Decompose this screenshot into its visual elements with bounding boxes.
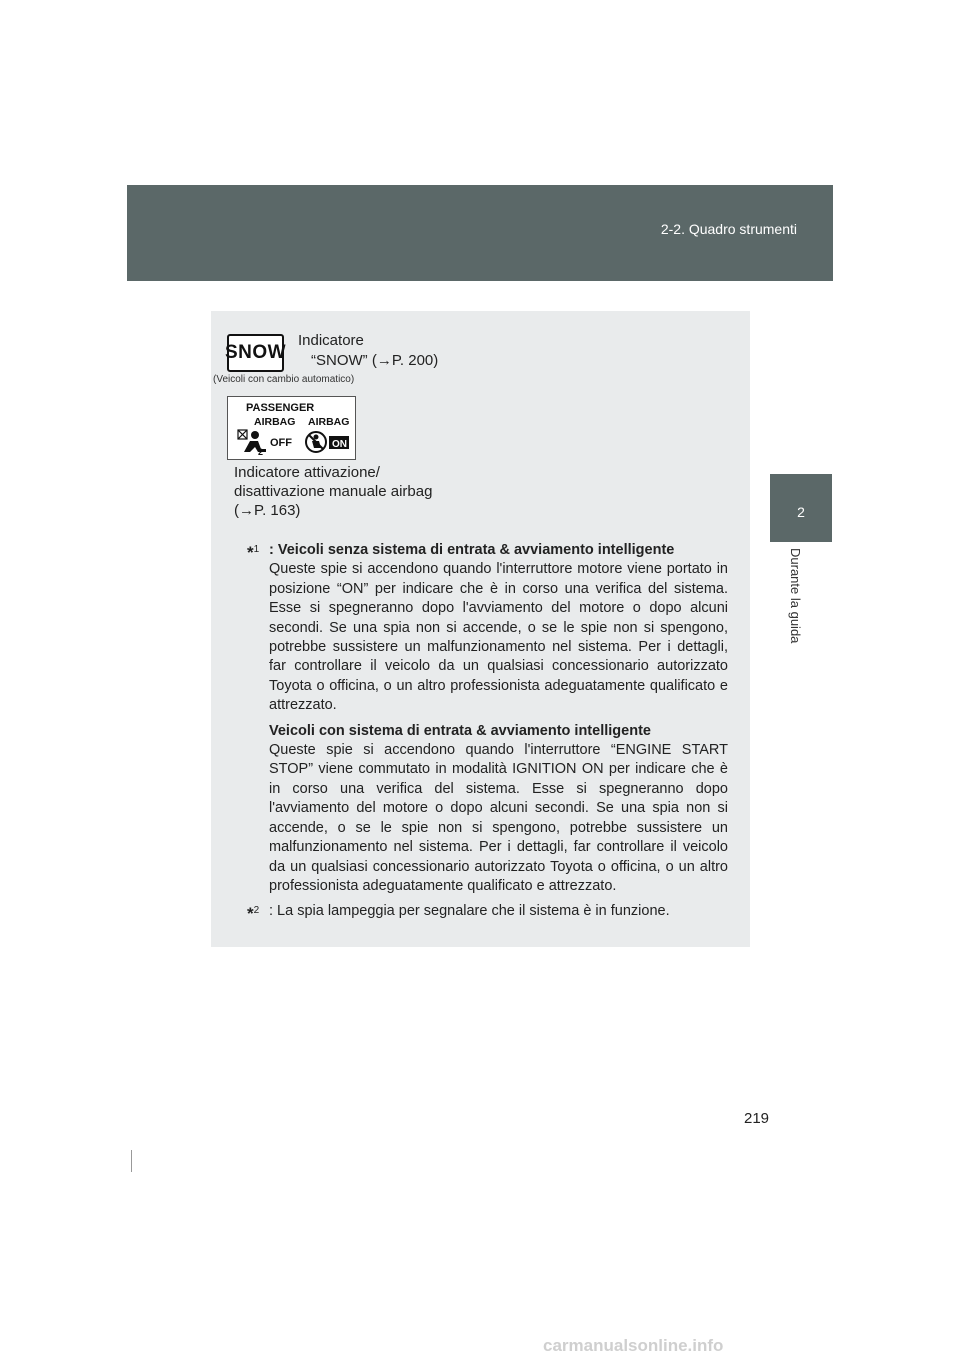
chapter-label: Durante la guida xyxy=(788,548,803,644)
snow-label-line1: Indicatore xyxy=(298,332,364,349)
footnotes xyxy=(247,541,728,922)
footnote-1-text-1: Queste spie si accendono quando l'interruttore motore viene portato in posizione “ON” per indicare che è in corso una verifica del sistema. Esse si spegneranno dopo l'avviamento del motore o dopo alcuni secondi. Se una spia non si accende, o se le spie non si spengono, potrebbe sussistere un malfunzionamento nel sistema. Per i dettagli, far controllare il veicolo da un qualsiasi concessionario autorizzato Toyota o officina, o un altro professionista adeguatamente qualificato e attrezzato. xyxy=(269,561,728,714)
transmission-note: (Veicoli con cambio automatico) xyxy=(213,374,355,385)
airbag-indicator-description xyxy=(234,463,432,520)
header-bar xyxy=(127,185,833,281)
airbag-icon-off-text: OFF xyxy=(270,437,292,449)
footnote-1-text-2: Queste spie si accendono quando l'interruttore “ENGINE START STOP” viene commutato in modalità IGNITION ON per indicare che è in corso una verifica del sistema. Esse si spegneranno dopo l'avviamento del motore o dopo alcuni secondi. Se una spia non si accende, o se le spie non si spengono, potrebbe sussistere un malfunzionamento nel sistema. Per i dettagli, far controllare il veicolo da un qualsiasi concessionario autorizzato Toyota o officina, o un altro professionista adeguatamente qualificato e attrezzato. xyxy=(269,742,728,894)
snow-label-line2: “SNOW” (→P. 200) xyxy=(311,352,439,369)
airbag-icon-on-text: ON xyxy=(332,439,347,450)
chapter-tab xyxy=(770,474,832,542)
footnote-2-marker: *$^2$ xyxy=(247,904,260,924)
airbag-desc-line1: Indicatore attivazione/ xyxy=(234,464,380,481)
airbag-icon-passenger-text: PASSENGER xyxy=(246,402,315,414)
content-box xyxy=(211,311,750,947)
airbag-desc-line2: disattivazione manuale airbag xyxy=(234,483,433,500)
airbag-on-person-icon xyxy=(306,432,326,452)
footnote-2 xyxy=(247,902,728,924)
airbag-icon-airbag-left-text: AIRBAG xyxy=(254,416,296,428)
snow-icon-text: SNOW xyxy=(224,342,287,363)
snow-indicator-icon xyxy=(224,334,287,372)
section-title: 2-2. Quadro strumenti xyxy=(660,221,797,237)
chapter-number: 2 xyxy=(797,504,805,520)
footnote-1-heading-1: : Veicoli senza sistema di entrata & avviamento intelligente xyxy=(269,542,675,558)
watermark: carmanualsonline.info xyxy=(543,1336,724,1355)
footnote-1-heading-2: Veicoli con sistema di entrata & avviamento intelligente xyxy=(269,722,651,739)
airbag-icon-airbag-right-text: AIRBAG xyxy=(308,416,350,428)
crop-mark xyxy=(131,1150,132,1172)
page-number: 219 xyxy=(744,1110,770,1127)
snow-indicator-label xyxy=(298,331,438,371)
footnote-1 xyxy=(247,541,728,896)
airbag-desc-line3: (→P. 163) xyxy=(234,502,301,519)
footnote-2-text: : La spia lampeggia per segnalare che il sistema è in funzione. xyxy=(269,903,670,920)
airbag-icon-sub-text: 2 xyxy=(258,447,264,457)
passenger-airbag-icon xyxy=(227,396,356,460)
footnote-1-marker: *$^1$ xyxy=(247,542,260,562)
